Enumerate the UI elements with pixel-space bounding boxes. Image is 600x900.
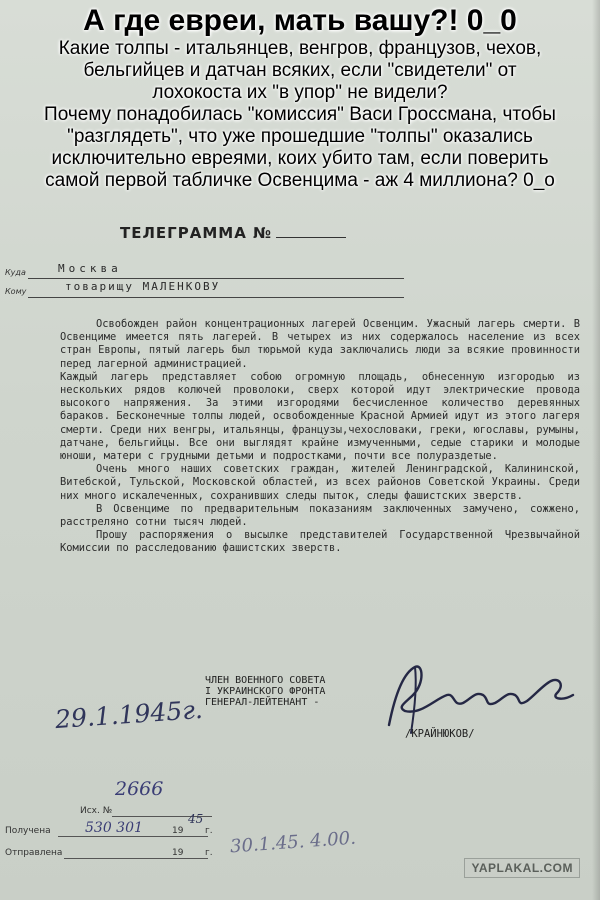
recipient-label: Кому: [5, 287, 27, 296]
recipient-line: [28, 297, 404, 298]
body-paragraph: Прошу распоряжения о высылке представителей Государственной Чрезвычайной Комиссии по расследованию фашистских зверств.: [60, 529, 580, 555]
telegram-title: [120, 224, 346, 242]
caption-line: исключительно евреями, коих убито там, если поверить: [51, 148, 549, 169]
caption-line: Какие толпы - итальянцев, венгров, французов, чехов,: [58, 38, 542, 59]
to-value: Москва: [58, 262, 122, 275]
to-line: [28, 278, 404, 279]
recipient-value: товарищу МАЛЕНКОВУ: [65, 280, 221, 293]
telegram-body: [60, 318, 580, 556]
body-paragraph: В Освенциме по предварительным показаниям заключенных замучено, сожжено, расстреляно сотни тысяч людей.: [60, 502, 580, 529]
outgoing-number: 2666: [115, 778, 164, 800]
signer-title: [205, 675, 325, 708]
body-paragraph: Очень много наших советских граждан, жителей Ленинградской, Калининской, Витебской, Тульской, Московской областей, из всех районов Советской Украины. Среди них много искалеченных, сохранивших следы пыток, следы фашистских зверств.: [60, 463, 580, 502]
signer-name: /КРАЙНЮКОВ/: [405, 728, 475, 740]
telegram-title-text: ТЕЛЕГРАММА №: [120, 224, 273, 242]
body-paragraph: Освобожден район концентрационных лагерей Освенцим. Ужасный лагерь смерти. В Освенциме имеется пять лагерей. В четырех из них содержалось население из всех стран Европы, пятый лагерь был тюрьмой куда заключались люди за всякие провинности перед лагерной администрацией.: [60, 318, 580, 370]
caption-line: Почему понадобилась "комиссия" Васи Гроссмана, чтобы: [44, 104, 556, 125]
stamp-date: 30.1.45. 4.00.: [229, 827, 357, 858]
received-g: г.: [205, 826, 213, 836]
caption-line: лохокоста их "в упор" не видели?: [152, 82, 448, 103]
sent-label: Отправлена: [5, 848, 63, 858]
telegram-number-line: [276, 237, 346, 238]
received-year-hand: 45: [188, 812, 204, 826]
outgoing-label: Исх. №: [80, 806, 113, 816]
sent-line: [64, 858, 208, 859]
received-label: Получена: [5, 826, 51, 836]
caption-headline: А где евреи, мать вашу?! 0_0: [83, 4, 517, 37]
handwritten-date: 29.1.1945г.: [54, 694, 204, 735]
to-label: Куда: [5, 268, 26, 277]
sent-g: г.: [205, 848, 213, 858]
signer-title-line: ЧЛЕН ВОЕННОГО СОВЕТА: [205, 675, 326, 686]
received-year: 19: [172, 826, 184, 836]
caption-line: "разглядеть", что уже прошедшие "толпы" оказались: [67, 126, 533, 147]
received-line: [58, 836, 208, 837]
caption-line: бельгийцев и датчан всяких, если "свидетели" от: [83, 60, 517, 81]
signer-title-line: I УКРАИНСКОГО ФРОНТА: [205, 686, 326, 697]
sent-year: 19: [172, 848, 184, 858]
received-value: 530 301: [85, 820, 143, 836]
caption-overlay: [0, 0, 600, 192]
caption-line: самой первой табличке Освенцима - аж 4 миллиона? 0_о: [45, 170, 555, 191]
edge-shadow: [592, 0, 600, 900]
watermark-logo: YAPLAKAL.COM: [464, 858, 580, 878]
body-paragraph: Каждый лагерь представляет собою огромную площадь, обнесенную изгородью из нескольких рядов колючей проволоки, сверх которой идут электрические провода высокого напряжения. За этими изгородями бесчисленное количество деревянных бараков. Бесконечные толпы людей, освобожденные Красной Армией идут из этого лагеря смерти. Среди них венгры, итальянцы, французы,чехословаки, греки, югославы, румыны, датчане, бельгийцы. Все они выглядят крайне измученными, седые старики и молодые юноши, матери с грудными детьми и подростками, почти все полураздетые.: [60, 370, 580, 463]
signer-title-line: ГЕНЕРАЛ-ЛЕЙТЕНАНТ -: [205, 697, 320, 708]
